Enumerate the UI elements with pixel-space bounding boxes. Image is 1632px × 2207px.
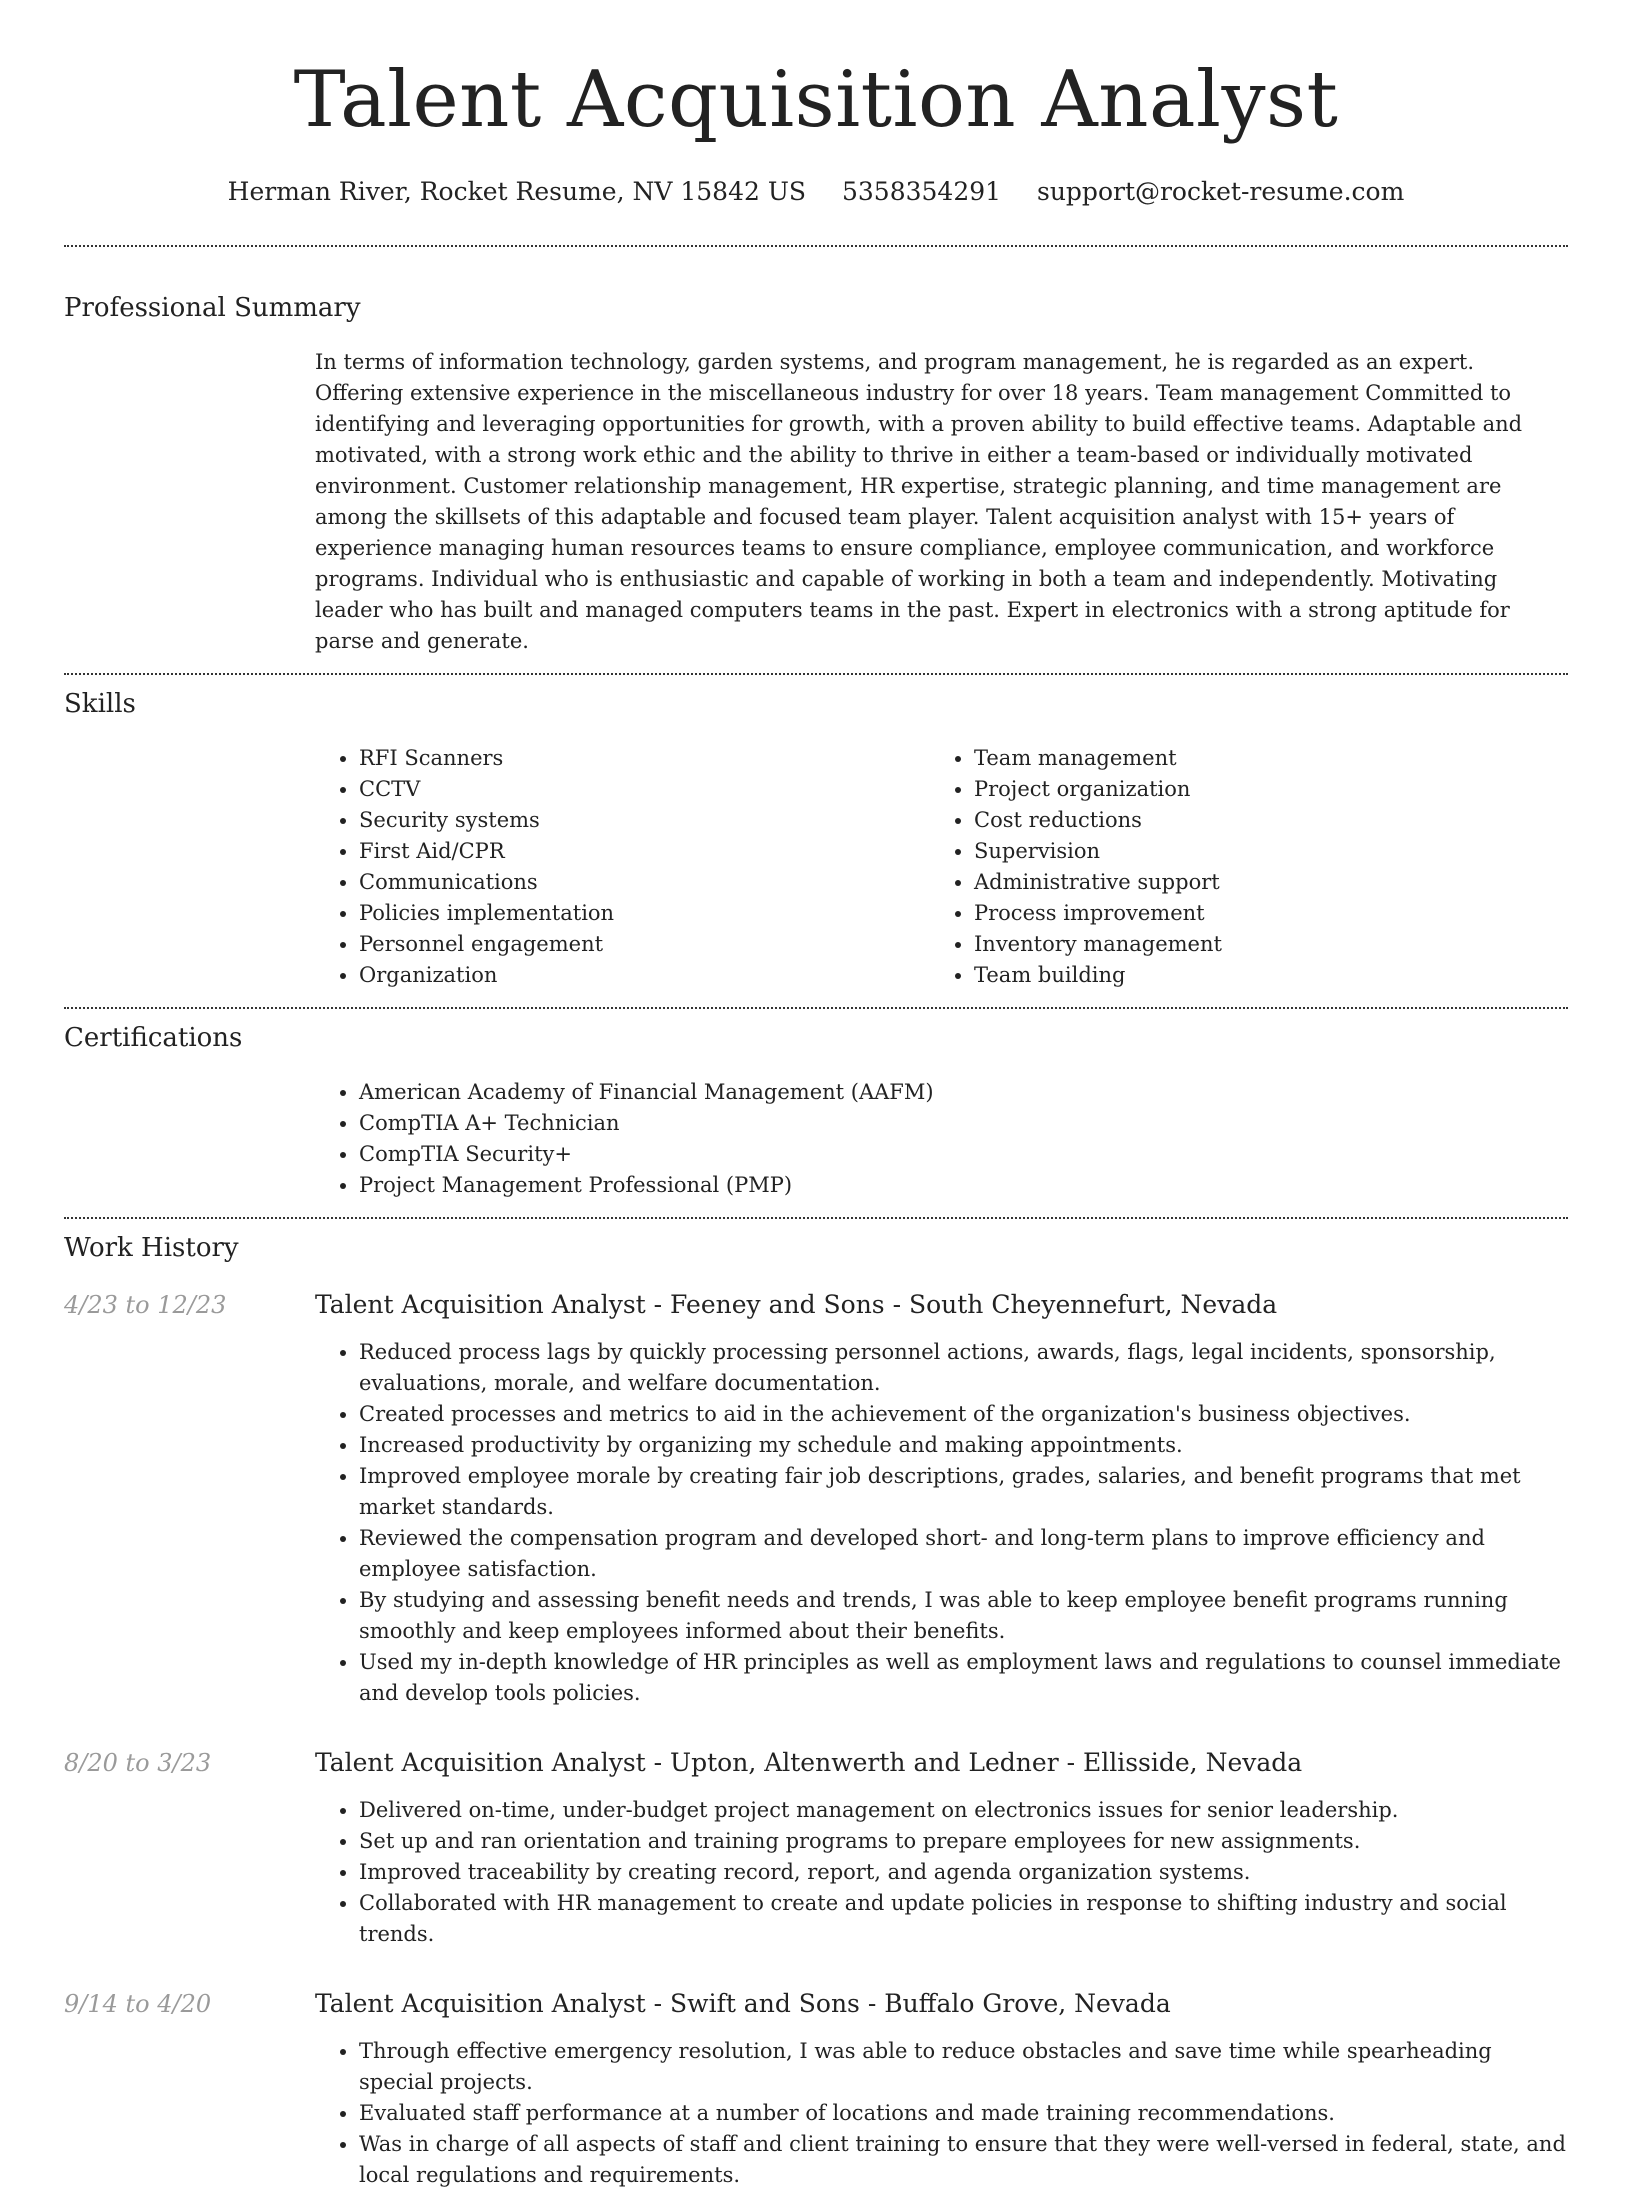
job-title: Talent Acquisition Analyst - Upton, Altenwerth and Ledner - Ellisside, Nevada [315,1748,1303,1777]
list-item: • CCTV [359,774,930,805]
list-item: • Improved traceability by creating record, report, and agenda organization systems. [359,1857,1568,1888]
list-item: • Cost reductions [974,805,1545,836]
contact-line [64,176,1568,208]
list-item: • RFI Scanners [359,743,930,774]
list-item: • Communications [359,867,930,898]
certifications-section [64,1009,1568,1217]
list-item: • Improved employee morale by creating fair job descriptions, grades, salaries, and benefit programs that met market standards. [359,1461,1568,1523]
contact-phone: 5358354291 [841,177,1002,206]
work-history-section [64,1219,1568,2207]
job-details [315,1287,1568,1709]
job-details [315,1745,1568,1950]
list-item: • Security systems [359,805,930,836]
certifications-title: Certifications [64,1023,243,1053]
list-item: • Supervision [974,836,1545,867]
skills-columns [315,743,1568,991]
list-item: • By studying and assessing benefit needs and trends, I was able to keep employee benefit programs running smoothly and keep employees informed about their benefits. [359,1585,1568,1647]
certifications-body [315,1077,1568,1201]
summary-text: In terms of information technology, garden systems, and program management, he is regarded as an expert. Offering extensive experience in the miscellaneous industry for over 18 years. Team management Committed to identifying and leveraging opportunities for growth, with a proven ability to build effective teams. Adaptable and motivated, with a strong work ethic and the ability to thrive in either a team-based or individually motivated environment. Customer relationship management, HR expertise, strategic planning, and time management are among the skillsets of this adaptable and focused team player. Talent acquisition analyst with 15+ years of experience managing human resources teams to ensure compliance, employee communication, and workforce programs. Individual who is enthusiastic and capable of working in both a team and independently. Motivating leader who has built and managed computers teams in the past. Expert in electronics with a strong aptitude for parse and generate. [315,350,1523,653]
summary-title: Professional Summary [64,293,361,323]
summary-section [64,247,1568,673]
list-item: • Project Management Professional (PMP) [359,1170,1568,1201]
list-item: • Collaborated with HR management to create and update policies in response to shifting industry and social trends. [359,1888,1568,1950]
contact-address: Herman River, Rocket Resume, NV 15842 US [227,177,807,206]
skills-list-left [315,743,930,991]
list-item: • Used my in-depth knowledge of HR principles as well as employment laws and regulations to counsel immediate and develop tools policies. [359,1647,1568,1709]
contact-email: support@rocket-resume.com [1037,177,1405,206]
skills-section [64,675,1568,1007]
job-entry [64,1745,1568,1950]
certifications-list [315,1077,1568,1201]
job-bullets [315,1337,1568,1709]
list-item: • American Academy of Financial Management (AAFM) [359,1077,1568,1108]
job-title: Talent Acquisition Analyst - Feeney and Sons - South Cheyennefurt, Nevada [315,1290,1278,1319]
list-item: • CompTIA A+ Technician [359,1108,1568,1139]
skills-title: Skills [64,689,136,719]
job-dates: 4/23 to 12/23 [64,1291,227,1319]
list-item: • Team management [974,743,1545,774]
summary-body [315,347,1568,657]
skills-list-right [930,743,1545,991]
list-item: • Organization [359,960,930,991]
list-item: • Process improvement [974,898,1545,929]
job-bullets [315,1795,1568,1950]
resume-name: Talent Acquisition Analyst [293,55,1339,145]
list-item: • CompTIA Security+ [359,1139,1568,1170]
list-item: • Reduced process lags by quickly processing personnel actions, awards, flags, legal incidents, sponsorship, evaluations, morale, and welfare documentation. [359,1337,1568,1399]
list-item: • Delivered on-time, under-budget project management on electronics issues for senior leadership. [359,1795,1568,1826]
job-details [315,1986,1568,2191]
list-item: • First Aid/CPR [359,836,930,867]
list-item: • Reviewed the compensation program and developed short- and long-term plans to improve efficiency and employee satisfaction. [359,1523,1568,1585]
list-item: • Administrative support [974,867,1545,898]
list-item: • Evaluated staff performance at a number of locations and made training recommendations. [359,2098,1568,2129]
list-item: • Inventory management [974,929,1545,960]
list-item: • Set up and ran orientation and training programs to prepare employees for new assignments. [359,1826,1568,1857]
list-item: • Was in charge of all aspects of staff and client training to ensure that they were well-versed in federal, state, and local regulations and requirements. [359,2129,1568,2191]
resume-header [64,0,1568,208]
list-item: • Project organization [974,774,1545,805]
list-item: • Policies implementation [359,898,930,929]
list-item: • Through effective emergency resolution, I was able to reduce obstacles and save time while spearheading special projects. [359,2036,1568,2098]
job-bullets [315,2036,1568,2191]
list-item: • Team building [974,960,1545,991]
work-history-title: Work History [64,1233,239,1263]
job-dates: 8/20 to 3/23 [64,1749,212,1777]
list-item: • Personnel engagement [359,929,930,960]
job-entry [64,1986,1568,2191]
job-entry [64,1287,1568,1709]
job-title: Talent Acquisition Analyst - Swift and Sons - Buffalo Grove, Nevada [315,1989,1171,2018]
list-item: • Created processes and metrics to aid in the achievement of the organization's business objectives. [359,1399,1568,1430]
list-item: • Increased productivity by organizing my schedule and making appointments. [359,1430,1568,1461]
job-dates: 9/14 to 4/20 [64,1990,212,2018]
